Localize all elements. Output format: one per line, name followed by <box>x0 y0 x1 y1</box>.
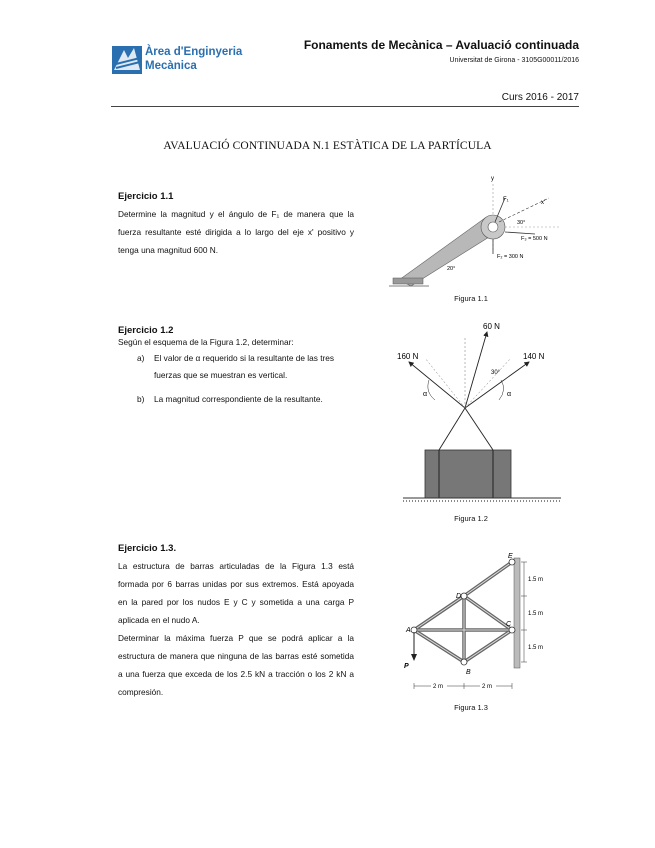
exercise-1-3-text2: Determinar la máxima fuerza P que se podrá aplicar a la estructura de manera que ninguna de las barras esté sometida a una fuerza que exceda de los 2.5 kN a tracción o los 2 kN a compresión. <box>118 633 354 697</box>
exercise-1-3-heading: Ejercicio 1.3. <box>118 543 177 554</box>
logo-text-line1: Àrea d'Enginyeria <box>145 46 243 58</box>
fig11-label-y: y <box>491 176 494 182</box>
figure-1-3-caption: Figura 1.3 <box>454 703 488 712</box>
fig13-dim-v2: 1.5 m <box>528 611 544 617</box>
fig13-label-d: D <box>456 593 462 600</box>
fig13-label-c: C <box>506 621 512 628</box>
fig11-label-f1: F₁ <box>503 197 509 203</box>
fig11-label-angle2: 20° <box>447 266 456 272</box>
fig12-label-140n: 140 N <box>523 352 545 361</box>
logo-mark-icon <box>112 44 144 76</box>
fig13-label-b: B <box>466 669 471 676</box>
fig13-dim-h1: 2 m <box>433 684 444 690</box>
exercise-1-2-heading: Ejercicio 1.2 <box>118 325 174 336</box>
fig12-label-alpha-right: α <box>507 391 512 398</box>
fig13-label-e: E <box>508 553 513 560</box>
fig11-label-angle1: 30° <box>517 220 526 226</box>
fig13-bars <box>414 562 512 662</box>
exercise-1-1-text: Determine la magnitud y el ángulo de F₁ de manera que la fuerza resultante esté dirigida a lo largo del eje x' positivo y tenga una magnitud 600 N. <box>118 209 354 255</box>
fig13-label-p: P <box>404 663 409 670</box>
course-title: Fonaments de Mecànica – Avaluació continuada <box>303 38 579 52</box>
fig13-label-a: A <box>406 627 411 634</box>
fig11-label-f2: F₂ = 300 N <box>497 254 524 260</box>
header-divider <box>111 106 579 107</box>
fig12-label-160n: 160 N <box>397 352 419 361</box>
logo-text <box>145 45 242 73</box>
exercise-1-2-item-b: La magnitud correspondiente de la resultante. <box>154 394 323 404</box>
exercise-1-2-intro: Según el esquema de la Figura 1.2, determinar: <box>118 337 294 347</box>
fig12-label-angle: 30° <box>491 370 501 376</box>
exercise-1-3-text1: La estructura de barras articuladas de la Figura 1.3 está formada por 6 barras unidas por sus extremos. Está apoyada en la pared por los nudos E y C y sometida a una carga P aplicada en el nudo A. <box>118 561 354 625</box>
fig13-dim-v3: 1.5 m <box>528 645 544 651</box>
figure-1-3 <box>400 550 550 700</box>
fig13-wall <box>514 558 520 668</box>
exercise-1-2-item-a: El valor de α requerido si la resultante de las tres fuerzas que se muestran es vertical. <box>154 353 335 380</box>
figure-1-1 <box>385 170 565 290</box>
figure-1-1-caption: Figura 1.1 <box>454 294 488 303</box>
fig13-dim-v1: 1.5 m <box>528 577 544 583</box>
fig12-label-alpha-left: α <box>423 391 428 398</box>
figure-1-2 <box>395 318 565 506</box>
course-year: Curs 2016 - 2017 <box>501 92 579 103</box>
exercise-1-1-heading: Ejercicio 1.1 <box>118 191 174 202</box>
page-title: AVALUACIÓ CONTINUADA N.1 ESTÀTICA DE LA PARTÍCULA <box>163 140 492 152</box>
fig12-crate <box>425 450 511 498</box>
exercise-1-2-item-a-marker: a) <box>137 353 145 363</box>
exercise-1-2-item-b-marker: b) <box>137 394 145 404</box>
logo-text-line2: Mecànica <box>145 60 197 72</box>
figure-1-2-caption: Figura 1.2 <box>454 514 488 523</box>
university-line: Universitat de Girona - 3105G00011/2016 <box>449 57 579 64</box>
fig11-label-xprime: x' <box>541 200 546 206</box>
fig13-dim-h2: 2 m <box>482 684 493 690</box>
fig11-label-f3: F₃ = 500 N <box>521 236 548 242</box>
fig12-label-60n: 60 N <box>483 322 500 331</box>
